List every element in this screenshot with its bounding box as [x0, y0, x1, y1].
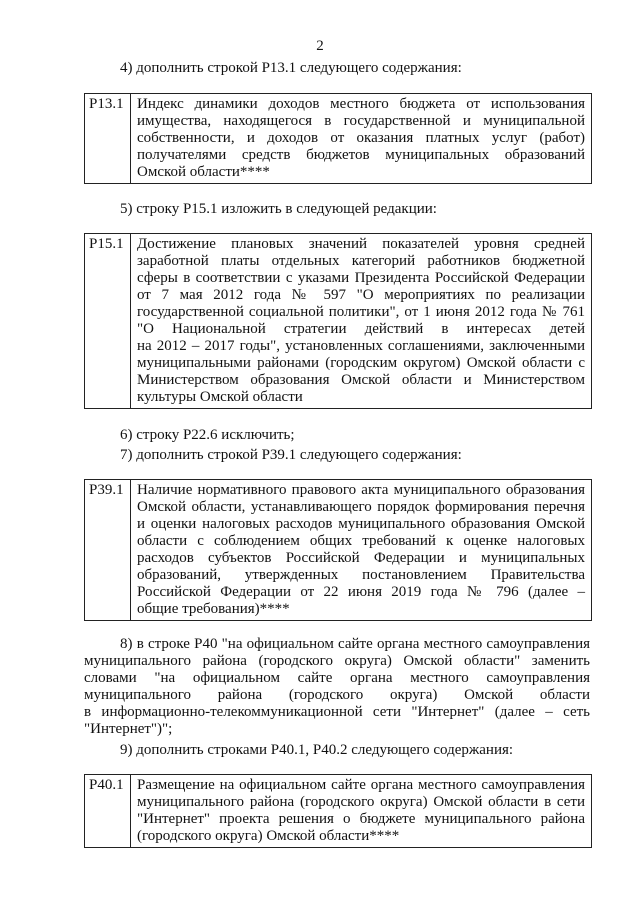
- row-line: на 2012 – 2017 годы", установленных соглашениями, заключенными: [137, 338, 585, 354]
- row-code: P13.1: [85, 94, 131, 183]
- item-7-text: 7) дополнить строкой P39.1 следующего содержания:: [120, 447, 462, 463]
- row-code: P15.1: [85, 234, 131, 408]
- item-8-line: "Интернет")";: [84, 721, 173, 737]
- table-row-p39-1: [84, 479, 592, 621]
- item-5-text: 5) строку P15.1 изложить в следующей редакции:: [120, 201, 437, 217]
- row-code: P39.1: [85, 480, 131, 620]
- row-line: государственной социальной политики", от 1 июня 2012 года № 761: [137, 304, 585, 320]
- row-line: заработной платы отдельных категорий работников бюджетной: [137, 253, 585, 269]
- item-6-text: 6) строку P22.6 исключить;: [120, 427, 295, 443]
- page-number: 2: [316, 38, 324, 54]
- row-text: [131, 94, 591, 183]
- item-8-line: муниципального района (городского округа) Омской области: [84, 687, 590, 703]
- row-code: P40.1: [85, 775, 131, 847]
- item-9-text: 9) дополнить строками P40.1, P40.2 следующего содержания:: [120, 742, 514, 758]
- row-line: сферы в соответствии с указами Президента Российской Федерации: [137, 270, 585, 286]
- row-text: [131, 775, 591, 847]
- row-line: собственности, и доходов от оказания платных услуг (работ): [137, 130, 585, 146]
- row-line: муниципальными районами (городским округом) Омской области с: [137, 355, 585, 371]
- row-line: "Интернет" проекта решения о бюджете муниципального района: [137, 811, 585, 827]
- row-line: общие требования)****: [137, 601, 290, 617]
- row-line: имущества, находящегося в государственной и муниципальной: [137, 113, 585, 129]
- row-line: муниципального района (городского округа) Омской области в сети: [137, 794, 585, 810]
- item-8-line: 8) в строке P40 "на официальном сайте органа местного самоуправления: [120, 636, 590, 652]
- row-line: Размещение на официальном сайте органа местного самоуправления: [137, 777, 585, 793]
- row-line: области с соблюдением общих требований к оценке налоговых: [137, 533, 585, 549]
- row-line: "О Национальной стратегии действий в интересах детей: [137, 321, 585, 337]
- row-text: [131, 480, 591, 620]
- table-row-p13-1: [84, 93, 592, 184]
- row-line: образований, утвержденных постановлением Правительства: [137, 567, 585, 583]
- row-line: Российской Федерации от 22 июня 2019 года № 796 (далее –: [137, 584, 585, 600]
- row-line: расходов субъектов Российской Федерации и муниципальных: [137, 550, 585, 566]
- item-8-line: словами "на официальном сайте органа местного самоуправления: [84, 670, 590, 686]
- row-line: Достижение плановых значений показателей уровня средней: [137, 236, 585, 252]
- row-line: от 7 мая 2012 года № 597 "О мероприятиях по реализации: [137, 287, 585, 303]
- item-8-line: муниципального района (городского округа) Омской области" заменить: [84, 653, 590, 669]
- item-8-line: в информационно-телекоммуникационной сети "Интернет" (далее – сеть: [84, 704, 590, 720]
- item-4-text: 4) дополнить строкой P13.1 следующего содержания:: [120, 60, 462, 76]
- row-line: культуры Омской области: [137, 389, 303, 405]
- row-line: Министерством образования Омской области и Министерством: [137, 372, 585, 388]
- table-row-p15-1: [84, 233, 592, 409]
- row-line: Индекс динамики доходов местного бюджета от использования: [137, 96, 585, 112]
- row-line: (городского округа) Омской области****: [137, 828, 400, 844]
- row-line: получателями средств бюджетов муниципальных образований: [137, 147, 585, 163]
- table-row-p40-1: [84, 774, 592, 848]
- row-line: Наличие нормативного правового акта муниципального образования: [137, 482, 585, 498]
- row-text: [131, 234, 591, 408]
- row-line: и оценки налоговых расходов муниципального образования Омской: [137, 516, 585, 532]
- item-8-text: [84, 636, 590, 738]
- row-line: Омской области****: [137, 164, 270, 180]
- row-line: Омской области, устанавливающего порядок формирования перечня: [137, 499, 585, 515]
